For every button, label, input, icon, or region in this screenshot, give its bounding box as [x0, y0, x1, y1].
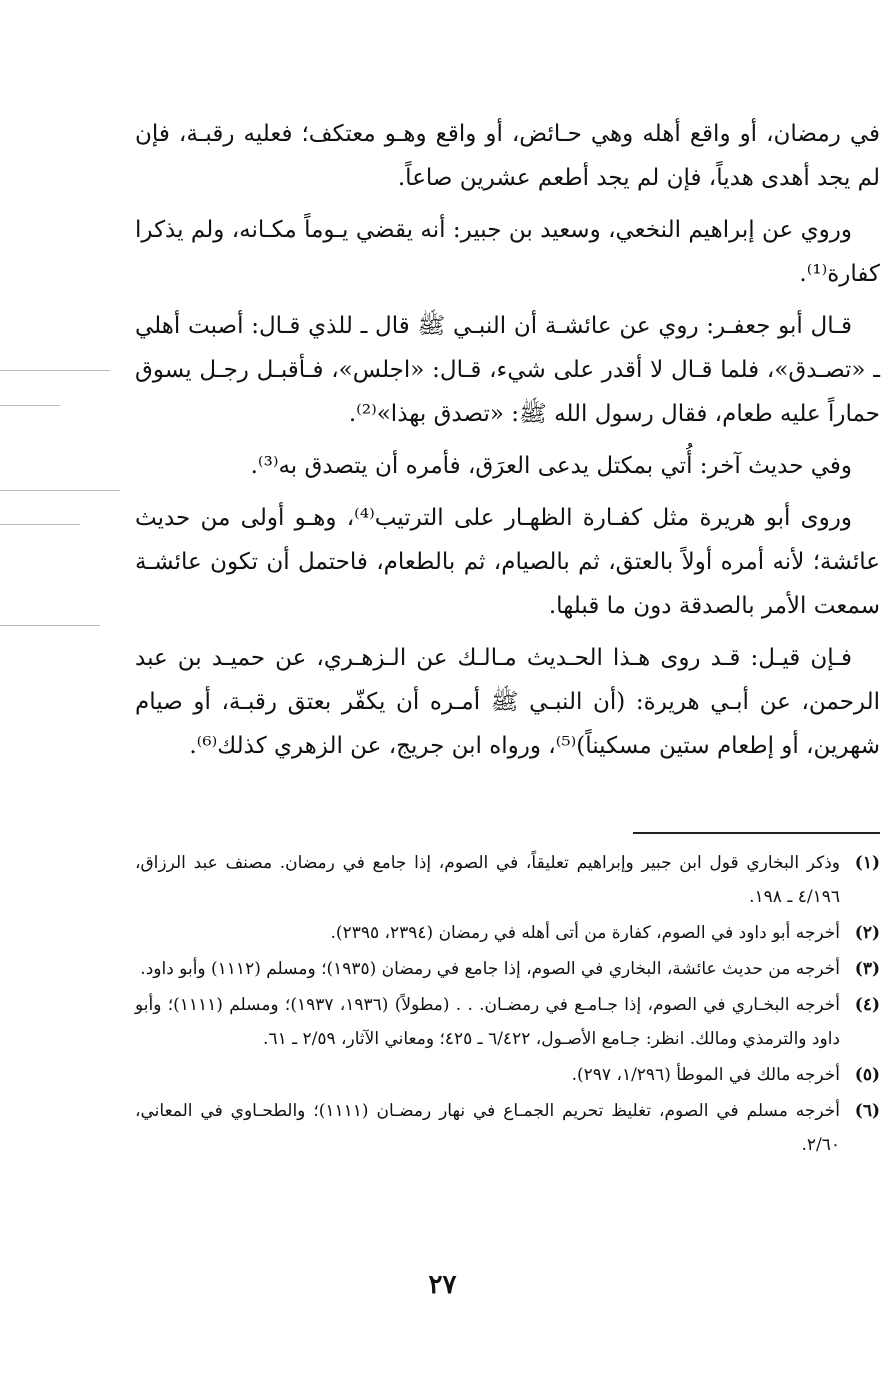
footnote-text: أخرجه أبو داود في الصوم، كفارة من أتى أهله في رمضان (٢٣٩٤، ٢٣٩٥). [330, 923, 840, 943]
footnote [135, 1058, 880, 1092]
footnote-number: (١) [854, 853, 880, 873]
footnote-text: أخرجه من حديث عائشة، البخاري في الصوم، إذا جامع في رمضان (١٩٣٥)؛ ومسلم (١١١٢) وأبو داود. [140, 959, 840, 979]
paragraph: في رمضان، أو واقع أهله وهي حـائض، أو واقع وهـو معتكف؛ فعليه رقبـة، فإن لم يجد أهدى هدياً، فإن لم يجد أطعم عشرين صاعاً. [135, 121, 880, 191]
scan-artifact [0, 625, 100, 626]
footnote-number: (٢) [854, 923, 880, 943]
footnote [135, 916, 880, 950]
paragraph: فـإن قيـل: قـد روى هـذا الحـديث مـالـك عن الـزهـري، عن حميـد بن عبد الرحمن، عن أبـي هريرة: (أن النبـي ﷺ أمـره أن يكفّر بعتق رقبـة، أو صيام شهرين، أو إطعام ستين مسكيناً)⁽⁵⁾، ورواه ابن جريج، عن الزهري كذلك⁽⁶⁾. [135, 645, 880, 759]
footnote-number: (٦) [854, 1101, 880, 1121]
footnote [135, 952, 880, 986]
footnote [135, 846, 880, 914]
footnote-text: وذكر البخاري قول ابن جبير وإبراهيم تعليقاً، في الصوم، إذا جامع في رمضان. مصنف عبد الرزاق، ٤/١٩٦ ـ ١٩٨. [135, 853, 840, 907]
footnote-number: (٥) [854, 1065, 880, 1085]
paragraph: وروي عن إبراهيم النخعي، وسعيد بن جبير: أنه يقضي يـوماً مكـانه، ولم يذكرا كفارة⁽¹⁾. [135, 217, 880, 287]
footnote-text: أخرجه مالك في الموطأ (١/٢٩٦، ٢٩٧). [571, 1065, 840, 1085]
paragraph: قـال أبو جعفـر: روي عن عائشـة أن النبـي ﷺ قال ـ للذي قـال: أصبت أهلي ـ «تصـدق»، فلما قـال لا أقدر على شيء، قـال: «اجلس»، فـأقبـل رجـل يسوق حماراً عليه طعام، فقال رسول الله ﷺ: «تصدق بهذا»⁽²⁾. [135, 313, 880, 427]
scan-artifact [0, 490, 120, 491]
footnote-text: أخرجه البخـاري في الصوم، إذا جـامـع في رمضـان. . . (مطولاً) (١٩٣٦، ١٩٣٧)؛ ومسلم (١١١١)؛ وأبو داود والترمذي ومالك. انظر: جـامع الأصـول، ٦/٤٢٢ ـ ٤٢٥؛ ومعاني الآثار، ٢/٥٩ ـ ٦١. [135, 995, 840, 1049]
page-number: ٢٧ [428, 1270, 457, 1300]
footnote [135, 988, 880, 1056]
scan-artifact [0, 524, 80, 525]
footnote-number: (٣) [854, 959, 880, 979]
footnote-text: أخرجه مسلم في الصوم، تغليظ تحريم الجمـاع في نهار رمضـان (١١١١)؛ والطحـاوي في المعاني، ٢/٦٠. [135, 1101, 841, 1155]
footnote-number: (٤) [854, 995, 880, 1015]
main-text-body [135, 112, 880, 776]
scan-artifact [0, 405, 60, 406]
paragraph: وفي حديث آخر: أُتي بمكتل يدعى العرَق، فأمره أن يتصدق به⁽³⁾. [250, 453, 852, 479]
footnote [135, 1094, 880, 1162]
scan-artifact [0, 370, 110, 371]
footnote-divider [633, 832, 880, 834]
paragraph: وروى أبو هريرة مثل كفـارة الظهـار على الترتيب⁽⁴⁾، وهـو أولى من حديث عائشة؛ لأنه أمره أولاً بالعتق، ثم بالصيام، ثم بالطعام، فاحتمل أن تكون عائشـة سمعت الأمر بالصدقة دون ما قبلها. [135, 505, 880, 619]
footnotes-list [135, 846, 880, 1164]
